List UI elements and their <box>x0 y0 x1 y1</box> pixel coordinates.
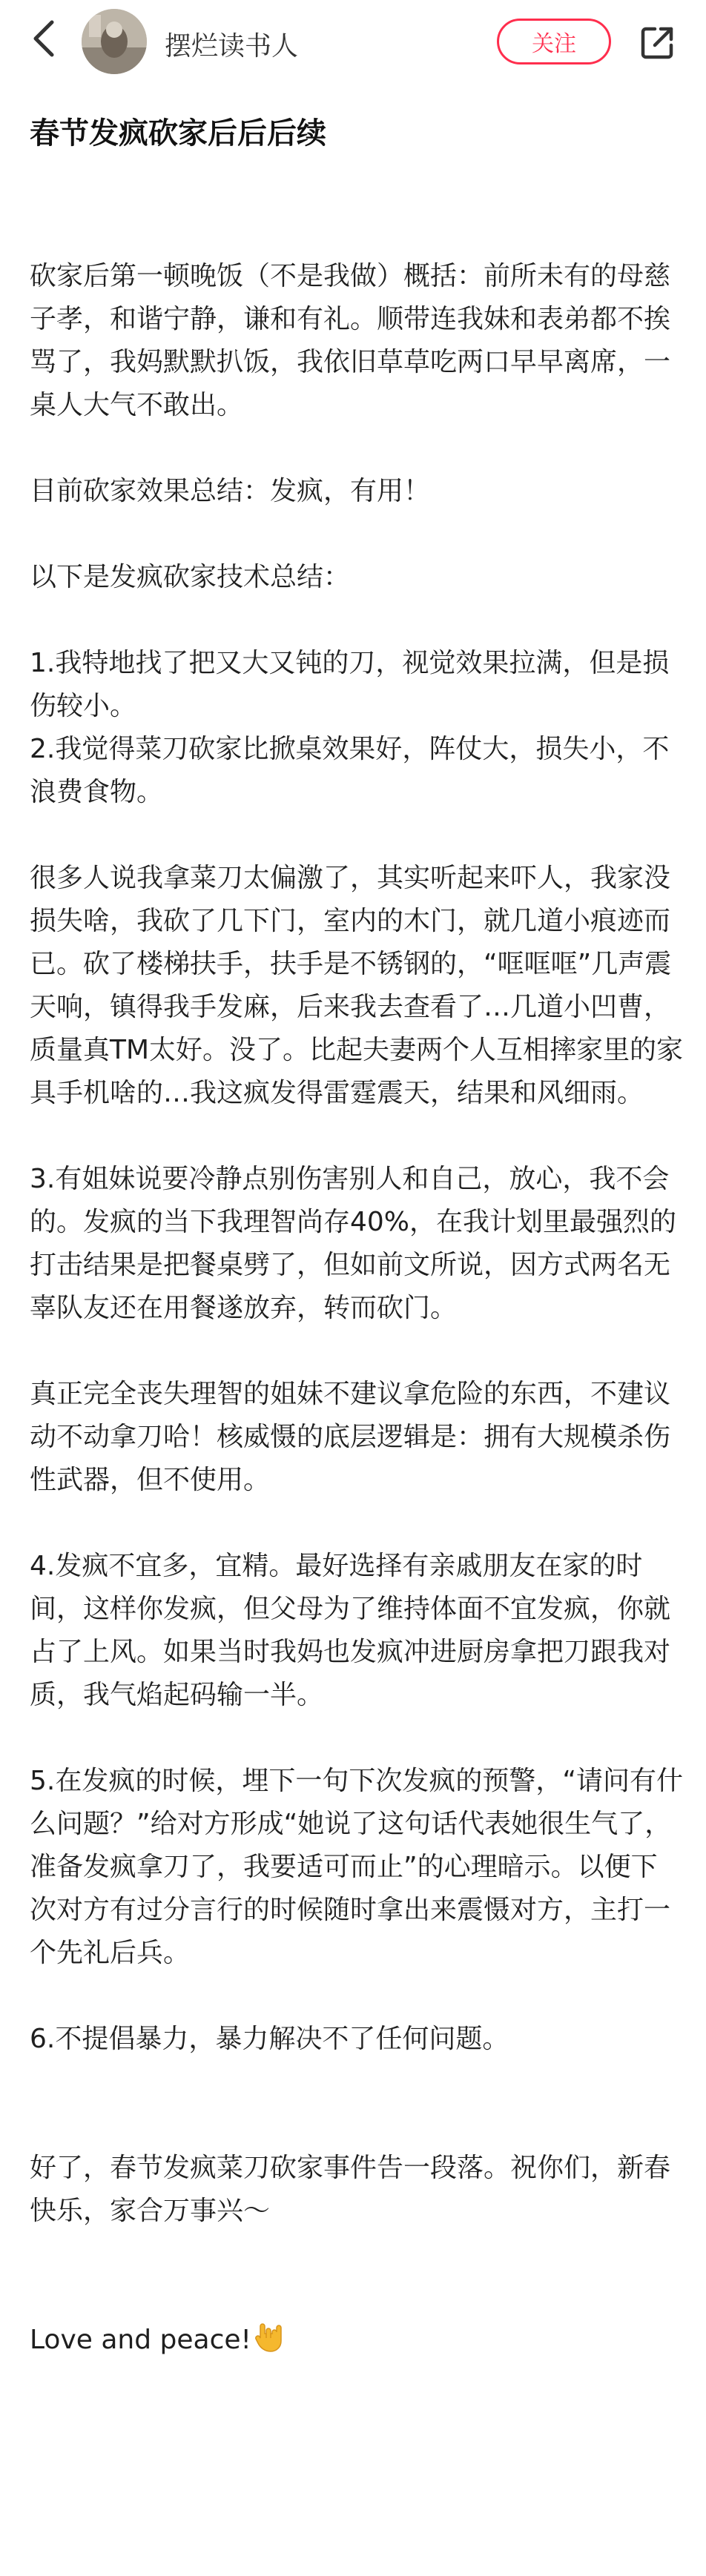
back-button[interactable] <box>22 16 67 61</box>
paragraph: 真正完全丧失理智的姐妹不建议拿危险的东西，不建议动不动拿刀哈！核威慑的底层逻辑是：拥有大规模杀伤性武器，但不使用。 <box>30 1379 671 1495</box>
rock-hand-emoji-icon <box>253 2320 286 2366</box>
follow-button[interactable]: 关注 <box>497 19 611 64</box>
username[interactable]: 摆烂读书人 <box>165 31 299 62</box>
paragraph: 好了，春节发疯菜刀砍家事件告一段落。祝你们，新春快乐，家合万事兴～ <box>30 2153 671 2226</box>
paragraph: 1.我特地找了把又大又钝的刀，视觉效果拉满，但是损伤较小。 <box>30 648 670 721</box>
post-title: 春节发疯砍家后后后续 <box>30 116 326 150</box>
avatar-image <box>82 9 147 74</box>
paragraph: 砍家后第一顿晚饭（不是我做）概括：前所未有的母慈子孝，和谐宁静，谦和有礼。顺带连我妹和表弟都不挨骂了，我妈默默扒饭，我依旧草草吃两口早早离席，一桌人大气不敢出。 <box>30 261 671 420</box>
paragraph: 2.我觉得菜刀砍家比掀桌效果好，阵仗大，损失小，不浪费食物。 <box>30 734 670 807</box>
paragraph: 4.发疯不宜多，宜精。最好选择有亲戚朋友在家的时间，这样你发疯，但父母为了维持体面不宜发疯，你就占了上风。如果当时我妈也发疯冲进厨房拿把刀跟我对质，我气焰起码输一半。 <box>30 1551 671 1710</box>
closing-line <box>30 2319 684 2366</box>
chevron-left-icon <box>30 19 59 58</box>
closing-text: Love and peace! <box>30 2325 251 2355</box>
top-bar <box>0 0 706 89</box>
paragraph: 目前砍家效果总结：发疯，有用！ <box>30 476 431 506</box>
paragraph: 很多人说我拿菜刀太偏激了，其实听起来吓人，我家没损失啥，我砍了几下门，室内的木门，就几道小痕迹而已。砍了楼梯扶手，扶手是不锈钢的，“哐哐哐”几声震天响，镇得我手发麻，后来我去查看了…几道小凹曹，质量真TM太好。没了。比起夫妻两个人互相摔家里的家具手机啥的…我这疯发得雷霆震天，结果和风细雨。 <box>30 863 684 1108</box>
paragraph: 3.有姐妹说要冷静点别伤害别人和自己，放心，我不会的。发疯的当下我理智尚存40%，在我计划里最强烈的打击结果是把餐桌劈了，但如前文所说，因方式两名无辜队友还在用餐遂放弃，转而砍门。 <box>30 1164 677 1323</box>
share-icon <box>639 24 676 62</box>
avatar[interactable] <box>82 9 147 74</box>
paragraph: 5.在发疯的时候，埋下一句下次发疯的预警，“请问有什么问题？”给对方形成“她说了这句话代表她很生气了，准备发疯拿刀了，我要适可而止”的心理暗示。以便下次对方有过分言行的时候随时拿出来震慑对方，主打一个先礼后兵。 <box>30 1766 683 1968</box>
paragraph: 以下是发疯砍家技术总结： <box>30 562 351 592</box>
share-button[interactable] <box>636 22 678 64</box>
paragraph: 6.不提倡暴力，暴力解决不了任何问题。 <box>30 2024 509 2054</box>
post-content <box>30 255 684 2366</box>
